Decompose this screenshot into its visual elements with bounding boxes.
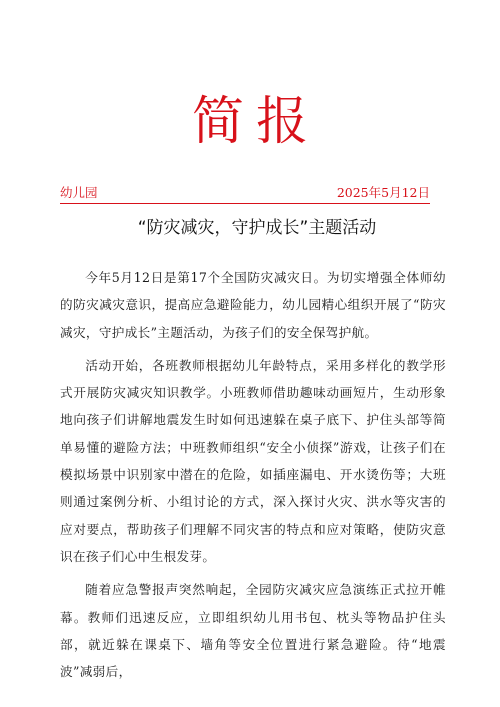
article-body bbox=[60, 264, 446, 691]
paragraph-drill: 随着应急警报声突然响起，全园防灾减灾应急演练正式拉开帷幕。教师们迅速反应，立即组织幼儿用书包、枕头等物品护住头部，就近躲在课桌下、墙角等安全位置进行紧急避险。待“地震波”减弱后， bbox=[60, 582, 446, 680]
paragraph-intro: 今年5月12日是第17个全国防灾减灾日。为切实增强全体师幼的防灾减灾意识，提高应急避险能力，幼儿园精心组织开展了“防灾减灾，守护成长”主题活动，为孩子们的安全保驾护航。 bbox=[60, 270, 446, 340]
article-title: “防灾减灾，守护成长”主题活动 bbox=[137, 218, 377, 238]
organization-name: 幼儿园 bbox=[60, 185, 98, 200]
header-info-line bbox=[60, 183, 430, 204]
paragraph-teaching: 活动开始，各班教师根据幼儿年龄特点，采用多样化的教学形式开展防灾减灾知识教学。小班教师借助趣味动画短片，生动形象地向孩子们讲解地震发生时如何迅速躲在桌子底下、护住头部等简单易懂的避险方法；中班教师组织“安全小侦探”游戏，让孩子们在模拟场景中识别家中潜在的危险，如插座漏电、开水烫伤等；大班则通过案例分析、小组讨论的方式，深入探讨火灾、洪水等灾害的应对要点，帮助孩子们理解不同灾害的特点和应对策略，使防灾意识在孩子们心中生根发芽。 bbox=[60, 357, 446, 564]
masthead-title: 简报 bbox=[191, 92, 320, 152]
issue-date: 2025年5月12日 bbox=[336, 185, 430, 200]
